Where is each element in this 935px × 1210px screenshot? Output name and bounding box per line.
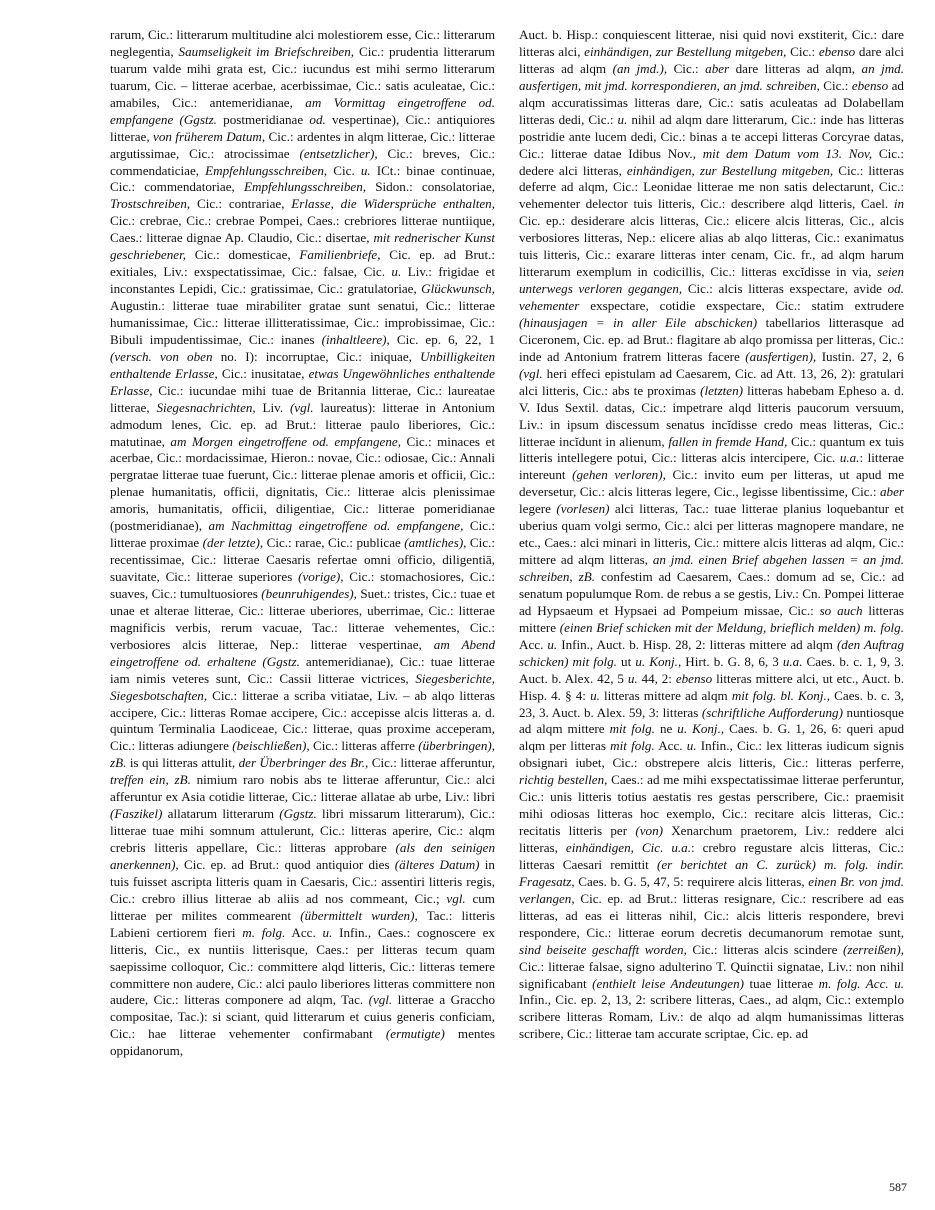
right-column-text <box>519 27 904 1043</box>
gloss-segment: (er berichtet an C. zurück) m. folg. indir. Fragesatz, <box>519 856 904 889</box>
text-segment: Cic.: prudentia litterarum tuarum valde mihi grata est, Cic.: iucundus est mihi sermo litterarum tuarum, Cic. – litterae acerbae, acerbissimae, Cic.: satis aculeatae, Cic.: amabiles, Cic.: antemeridianae, <box>110 43 495 110</box>
text-segment: Cic. ep. ad Brut.: exitiales, Liv.: exspectatissimae, Cic.: falsae, Cic. <box>110 247 495 280</box>
text-segment: Cic.: contrariae, <box>190 196 292 212</box>
gloss-segment: u. <box>360 162 371 178</box>
text-segment: Caes.: ad me mihi exspectatissimae litterae perferuntur, Cic.: unis litteris totius aestatis res gestas perscribere, Cic.: praemisit mihi odiosas litteras hoc exemplo, Cic.: recitare alcis litteras, Cic.: recitatis litteris per <box>519 772 904 839</box>
gloss-segment: u. <box>686 738 697 754</box>
gloss-segment: sind beiseite geschafft worden, <box>519 941 687 957</box>
text-segment: Liv. <box>255 399 290 415</box>
gloss-segment: (inhaltleere), <box>321 331 390 347</box>
gloss-segment: Glückwunsch, <box>421 281 495 297</box>
text-segment: Cic. ep. ad Brut.: quod antiquior dies <box>178 856 395 872</box>
gloss-segment: (vorige), <box>298 569 344 584</box>
gloss-segment: so auch <box>819 602 863 618</box>
text-segment: : litterae intereunt <box>519 450 904 483</box>
gloss-segment: Unbilligkeiten enthaltende Erlasse, <box>110 348 495 381</box>
text-segment: litteras mittere alci, ut etc., Auct. b. Hisp. 4. § 4: <box>519 670 904 703</box>
gloss-segment: am Abend eingetroffene od. erhaltene (Ggstz. <box>110 636 495 669</box>
text-segment: nuntiosque ad alqm mittere <box>519 704 904 737</box>
gloss-segment: ebenso <box>851 77 889 93</box>
page-number: 587 <box>889 1180 907 1194</box>
gloss-segment: mit rednerischer Kunst geschriebener, <box>110 230 495 263</box>
text-segment: Cic.: litteras alcis scindere <box>686 941 844 957</box>
gloss-segment: einen Br. von jmd. verlangen, <box>519 873 904 906</box>
text-segment: Cic.: alcis litteras exspectare, avide <box>682 281 888 297</box>
gloss-segment: u.a. <box>782 653 803 669</box>
gloss-segment: am Nachmittag eingetroffene od. empfangene, <box>208 518 464 534</box>
gloss-segment: (vgl. <box>368 992 393 1008</box>
text-segment: Acc. <box>285 924 323 940</box>
gloss-segment: Trostschreiben, <box>110 196 191 212</box>
gloss-segment: od. <box>309 111 326 127</box>
text-segment: laureatus): litterae in Antonium admodum lenes, Cic. ep. ad Brut.: litterae paulo liberiores, Cic.: matutinae, <box>110 399 495 449</box>
text-segment: Augustin.: litterae tuae mirabiliter gratae sunt senatui, Cic.: litterae humanissimae, Cic.: litterae illitteratissimae, Cic.: improbissimae, Cic.: Bibuli impudentissimae, Cic.: inanes <box>110 298 495 347</box>
text-segment: Infin., Caes.: cognoscere ex litteris, Cic., ex nuntiis litterisque, Caes.: per litteras tecum quam saepissime colloquor, Cic.: committere alqd litteris, Cic.: litteras temere committere non audere, Cic.: alci paulo liberiores litteras committere non audere, Cic.: litteras componere ad alqm, Tac. <box>110 924 495 1008</box>
text-segment: nihil ad alqm dare litterarum, Cic.: inde has litteras postridie ante lucem dedi, Cic.: binas a te accepi litteras Corcyrae datas, Cic.: litterae datae Idibus Nov., <box>519 111 904 161</box>
gloss-segment: (amtliches), <box>404 535 467 551</box>
text-segment: Cic.: litterae a scriba vitiatae, Liv. – ab alqo litteras accipere, Cic.: litteras Romae accipere, Cic.: accepisse alcis litteras a. d. quintum Terminalia Laodiceae, Cic.: litterae, quas proxime acceperam, Cic.: litteras adiungere <box>110 687 495 754</box>
text-segment: Cic.: litteras deferre ad alqm, Cic.: Leonidae litterae me non satis delectarunt, Cic.: vehementer delector tuis litteris, Cic.: describere alqd litteris, Cael. <box>519 162 904 212</box>
text-segment: Cic.: iucundae mihi tuae de Britannia litterae, Cic.: laureatae litterae, <box>110 382 495 415</box>
text-segment: Cic.: litteras afferre <box>309 738 419 754</box>
text-segment: nimium raro nobis abs te litterae afferuntur, Cic.: alci afferuntur ex Asia cotidie litterae, Cic.: litterae allatae ab urbe, Liv.: libri <box>110 772 495 805</box>
gloss-segment: (überbringen), zB. <box>110 738 495 771</box>
gloss-segment: (versch. von oben <box>110 348 213 364</box>
gloss-segment: (einen Brief schicken mit der Meldung, brieflich melden) m. folg. <box>559 619 904 635</box>
text-segment: Xenarchum praetorem, Liv.: reddere alci litteras, <box>519 823 904 855</box>
text-segment: Cic.: litterae proximae <box>110 518 495 551</box>
text-segment: Caes. b. G. 5, 47, 5: requirere alcis litteras, <box>574 873 809 889</box>
gloss-segment: vgl. <box>446 890 466 906</box>
gloss-segment: von früherem Datum, <box>153 128 266 144</box>
text-segment: Cic.: <box>667 60 706 76</box>
text-segment: Infin., Cic.: lex litteras iudicum signis obsignari iubet, Cic.: obstrepere alcis litteris, Cic.: litteras perferre, <box>519 738 904 771</box>
gloss-segment: einhändigen, Cic. u.a. <box>565 840 691 855</box>
gloss-segment: (entsetzlicher), <box>299 145 378 161</box>
gloss-segment: (Faszikel) <box>110 806 163 822</box>
text-segment: Cic.: <box>819 77 852 93</box>
text-segment: Cic. ep.: desiderare alcis litteras, Cic.: elicere alcis litteras, Cic., alcis verbosiores litteras, Nep.: elicere alias ab alqo litteras, Cic.: exanimatus tuis litteris, Cic.: exarare litteras inter cenam, Cic. fr., ad alqm harum litterarum exemplum in codicillis, Cic.: litteras excĭdisse in via, <box>519 213 904 280</box>
gloss-segment: (vgl. <box>289 399 314 415</box>
text-segment: Caes. b. c. 3, 23, 3. Auct. b. Alex. 59, 3: litteras <box>519 687 904 720</box>
text-segment: ICt.: binae continuae, Cic.: commendatoriae, <box>110 162 495 195</box>
text-segment: mentes oppidanorum, <box>110 1026 495 1059</box>
text-segment: Liv.: frigidae et inconstantes Lepidi, Cic.: gratissimae, Cic.: gratulatoriae, <box>110 264 495 297</box>
gloss-segment: (Ggstz. <box>279 806 317 822</box>
gloss-segment: einhändigen, zur Bestellung mitgeben, <box>626 162 834 178</box>
gloss-segment: u. <box>617 111 628 127</box>
text-segment: rarum, Cic.: litterarum multitudine alci molestiorem esse, Cic.: litterarum neglegentia, <box>110 27 495 59</box>
gloss-segment: u. <box>322 924 333 940</box>
gloss-segment: etwas Ungewöhnliches enthaltende Erlasse, <box>110 365 495 398</box>
gloss-segment: (ermutigte) <box>385 1026 445 1042</box>
gloss-segment: mit folg. bl. Konj., <box>731 687 831 703</box>
text-segment: Hirt. b. G. 8, 6, 3 <box>681 653 783 669</box>
text-segment: Cic.: domesticae, <box>186 247 300 263</box>
text-segment: dare alci litteras ad alqm <box>519 43 904 76</box>
text-segment: tuae litterae <box>743 975 819 991</box>
text-segment: cum litterae per milites commearent <box>110 890 495 923</box>
gloss-segment: u.a. <box>839 450 860 466</box>
gloss-segment: (hinausjagen = in aller Eile abschicken) <box>519 314 758 330</box>
text-segment: Cic.: invito eum per litteras, ut apud me deversetur, Cic.: alcis litteras legere, Cic., legisse libentissime, Cic.: <box>519 467 904 500</box>
text-segment: Acc. <box>654 738 687 754</box>
gloss-segment: Familienbriefe, <box>299 247 381 263</box>
text-segment: allatarum litterarum <box>162 806 280 822</box>
text-segment: Cic.: crebrae, Cic.: crebrae Pompei, Caes.: crebriores litterae nuntiique, Caes.: litterae dignae Ap. Claudio, Cic.: disertae, <box>110 213 495 246</box>
gloss-segment: Siegesberichte, Siegesbotschaften, <box>110 670 495 703</box>
text-segment: Cic.: recentissimae, Cic.: litterae Caesaris refertae omni officio, diligentiā, suavitate, Cic.: litterae superiores <box>110 535 495 584</box>
text-segment: Cic.: litterae falsae, signo adulterino T. Quinctii signatae, Liv.: non nihil significabant <box>519 958 904 991</box>
text-segment: : crebro regustare alcis litteras, Cic.: litteras Caesari remittit <box>519 840 904 872</box>
gloss-segment: u. Konj., <box>635 653 682 669</box>
gloss-segment: (beischließen), <box>232 738 310 754</box>
gloss-segment: mit dem Datum vom 13. Nov, <box>702 145 873 161</box>
text-segment: Tac.: litteris Labieni certiorem fieri <box>110 907 495 940</box>
text-segment: no. I): incorruptae, Cic.: iniquae, <box>212 348 421 364</box>
text-segment: in tuis fuisset ascripta litteris quam in Caesaris, Cic.: assentiri litteris regis, Cic.: crebro illius litterae ab aliis ad nos commeant, Cic.; <box>110 856 495 906</box>
gloss-segment: seien unterwegs verloren gegangen, <box>519 264 904 297</box>
text-segment: Caes. b. G. 1, 26, 6: queri apud alqm per litteras <box>519 721 904 754</box>
gloss-segment: an jmd. ausfertigen, mit jmd. korrespondieren, an jmd. schreiben, <box>519 60 904 93</box>
text-segment: Infin., Auct. b. Hisp. 28, 2: litteras mittere ad alqm <box>557 636 837 652</box>
text-segment: tabellarios litterasque ad Ciceronem, Cic. ep. ad Brut.: flagitare ab alqo promissa per litteras, Cic.: inde ad Antonium fratrem litteras facere <box>519 314 904 364</box>
text-segment: is qui litteras attulit, <box>126 755 239 771</box>
text-segment: Cic.: breves, Cic.: commendaticiae, <box>110 145 495 178</box>
text-segment: Sidon.: consolatoriae, <box>366 179 495 195</box>
text-segment: confestim ad Caesarem, Caes.: domum ad se, Cic.: ad senatum populumque Rom. de rebus a se gestis, Liv.: Cn. Pompei litterae ad Hypsaeum et Hypsaei ad Pompeium missae, Cic.: <box>519 569 904 618</box>
text-segment: litterae a Graccho compositae, Tac.): si sciant, quid litterarum et cuius generis conficiam, Cic.: hae litterae vehementer confirmabant <box>110 992 495 1042</box>
gloss-segment: (letzten) <box>700 382 744 398</box>
text-segment: exspectare, cotidie exspectare, Cic.: statim extrudere <box>579 298 904 313</box>
text-segment: Caes. b. c. 1, 9, 3. Auct. b. Alex. 42, 5 <box>519 653 904 686</box>
gloss-segment: am Morgen eingetroffene od. empfangene, <box>170 433 401 449</box>
gloss-segment: u. <box>547 636 558 652</box>
gloss-segment: aber <box>879 484 904 500</box>
text-segment: Acc. <box>519 636 548 652</box>
gloss-segment: u. <box>590 687 600 703</box>
gloss-segment: (enthielt leise Andeutungen) <box>592 975 744 991</box>
gloss-segment: ebenso <box>675 670 713 686</box>
gloss-segment: (gehen verloren), <box>572 467 666 483</box>
text-segment: antemeridianae), Cic.: tuae litterae iam nimis veteres sunt, Cic.: Cassii litterae victrices, <box>110 653 495 686</box>
gloss-segment: treffen ein, zB. <box>110 772 191 788</box>
text-segment: Cic. ep. 6, 22, 1 <box>389 331 495 347</box>
text-segment: Cic.: rarae, Cic.: publicae <box>263 535 405 551</box>
text-segment: ut <box>616 653 636 669</box>
gloss-segment: (ausfertigen), <box>745 348 817 364</box>
text-segment: 44, 2: <box>637 670 676 686</box>
text-segment: Infin., Cic. ep. 2, 13, 2: scribere litteras, Caes., ad alqm, Cic.: extemplo scribere litteras Romam, Liv.: de alqo ad alqm humanissimas litteras scribere, Cic.: litterae tam accurate scriptae, Cic. ep. ad <box>519 992 904 1042</box>
text-segment: litteras mittere ad alqm <box>599 687 732 703</box>
text-segment: legere <box>519 501 557 517</box>
gloss-segment: Erlasse, die Widersprüche enthalten, <box>291 196 495 212</box>
text-segment: libri missarum litterarum), Cic.: litterae tuae mihi somnum attulerunt, Cic.: litteras aperire, Cic.: alqm crebris litteris appellare, Cic.: litteras approbare <box>110 806 495 855</box>
gloss-segment: an jmd. einen Brief abgehen lassen = an jmd. schreiben, zB. <box>519 552 904 584</box>
gloss-segment: mit folg. <box>609 721 655 737</box>
text-segment: heri effeci epistulam ad Caesarem, Cic. ad Att. 13, 26, 2): gratulari alci litteris, Cic.: abs te proximas <box>519 365 904 398</box>
gloss-segment: u. <box>391 264 402 280</box>
text-segment: litteras habebam Epheso a. d. V. Idus Sextil. datas, Cic.: impetrare alqd litteris paucorum versuum, Liv.: in ipsum discessum senatus incĭdisse credo meas litteras, Cic.: litterae incĭdunt in alienum, <box>519 382 904 449</box>
text-segment: Cic.: ardentes in alqm litterae, Cic.: litterae argutissimae, Cic.: atrocissimae <box>110 128 495 161</box>
gloss-segment: in <box>893 196 904 212</box>
text-segment: Cic.: dedere alci litteras, <box>519 145 904 178</box>
gloss-segment: (der letzte), <box>202 535 264 551</box>
text-segment: Cic. ep. ad Brut.: litteras resignare, Cic.: rescribere ad eas litteras, ad eas ei litteras nihil, Cic.: alcis litteris respondere, brevi respondere, Cic.: litterae eorum decretis decumanorum remotae sunt, <box>519 890 904 940</box>
gloss-segment: (als den seinigen anerkennen), <box>110 840 495 872</box>
text-segment: postmeridianae <box>216 111 310 127</box>
gloss-segment: (schriftliche Aufforderung) <box>701 704 843 720</box>
left-column <box>110 27 495 1177</box>
text-segment: Cic.: stomachosiores, Cic.: suaves, Cic.: tumultuosiores <box>110 569 495 601</box>
gloss-segment: mit folg. <box>610 738 655 754</box>
gloss-segment: (von) <box>635 823 663 839</box>
text-segment: vespertinae), Cic.: antiquiores litterae, <box>110 111 495 144</box>
gloss-segment: Empfehlungsschreiben, <box>244 179 367 195</box>
gloss-segment: einhändigen, zur Bestellung mitgeben, <box>584 43 787 59</box>
gloss-segment: fallen in fremde Hand, <box>668 433 788 449</box>
gloss-segment: (zerreißen), <box>843 941 904 957</box>
gloss-segment: u. <box>627 670 638 686</box>
text-segment: litteras mittere <box>519 602 904 635</box>
gloss-segment: (übermittelt wurden), <box>300 907 418 923</box>
gloss-segment: der Überbringer des Br., <box>238 755 369 771</box>
gloss-segment: (an jmd.), <box>612 60 668 76</box>
gloss-segment: am Vormittag eingetroffene od. empfangene (Ggstz. <box>110 94 495 127</box>
gloss-segment: m. folg. <box>242 924 286 940</box>
text-segment: Cic. <box>327 162 361 178</box>
text-segment: Auct. b. Hisp.: conquiescent litterae, nisi quid novi exstiterit, Cic.: dare litteras alci, <box>519 27 904 59</box>
text-segment: Iustin. 27, 2, 6 <box>816 348 904 364</box>
right-column <box>519 27 904 1177</box>
text-segment: dare litteras ad alqm, <box>729 60 862 76</box>
gloss-segment: (beunruhigendes), <box>261 585 357 601</box>
gloss-segment: m. folg. Acc. u. <box>818 975 904 991</box>
gloss-segment: ebenso <box>818 43 856 59</box>
text-segment: ne <box>654 721 678 737</box>
gloss-segment: (vgl. <box>519 365 543 381</box>
gloss-segment: Siegesnachrichten, <box>156 399 256 415</box>
text-segment: ad alqm accuratissimas litteras dare, Cic.: satis aculeatas ad Dolabellam litteras dedi, Cic.: <box>519 77 904 127</box>
text-segment: Cic.: litterae afferuntur, <box>368 755 495 771</box>
gloss-segment: aber <box>705 60 730 76</box>
text-segment: Cic.: quantum ex tuis litteris intellegere potui, Cic.: litteras alcis intercipere, Cic. <box>519 433 904 466</box>
gloss-segment: Empfehlungsschreiben, <box>205 162 328 178</box>
gloss-segment: (vorlesen) <box>556 501 610 517</box>
text-segment: Cic.: <box>786 43 819 59</box>
gloss-segment: (älteres Datum) <box>394 856 480 872</box>
gloss-segment: (den Auftrag schicken) mit folg. <box>519 636 904 669</box>
text-segment: Cic.: inusitatae, <box>217 365 309 381</box>
gloss-segment: u. Konj., <box>677 721 725 737</box>
gloss-segment: od. vehementer <box>519 281 904 313</box>
text-segment: alci litteras, Tac.: tuae litterae planius loquebantur et uberius quam volgi sermo, Cic.: alci per litteras magnopere mandare, ne etc., Caes.: alci minari in litteris, Cic.: mittere alcis litteras ad alqm, Cic.: mittere ad alqm litteras, <box>519 501 904 568</box>
left-column-text <box>110 27 495 1060</box>
gloss-segment: Saumseligkeit im Briefschreiben, <box>178 43 355 59</box>
text-segment: Suet.: tristes, Cic.: tuae et unae et alterae litterae, Cic.: litterae uberiores, uberrimae, Cic.: litterae magnificis verbis, rerum vacuae, Tac.: litterae vehementes, Cic.: verbosiores alcis litterae, Nep.: litterae vespertinae, <box>110 585 495 652</box>
text-segment: Cic.: minaces et acerbae, Cic.: mordacissimae, Hieron.: novae, Cic.: odiosae, Cic.: Annali pergratae litterae tuae fuerunt, Cic.: litterae plenae amoris et officii, Cic.: plenae humanitatis, officii, dignitatis, Cic.: litterae alcis plenissimae amoris, humanitatis, officii, diligentiae, Cic.: litterae pomeridianae (postmeridianae), <box>110 433 495 534</box>
gloss-segment: richtig bestellen, <box>519 772 608 788</box>
